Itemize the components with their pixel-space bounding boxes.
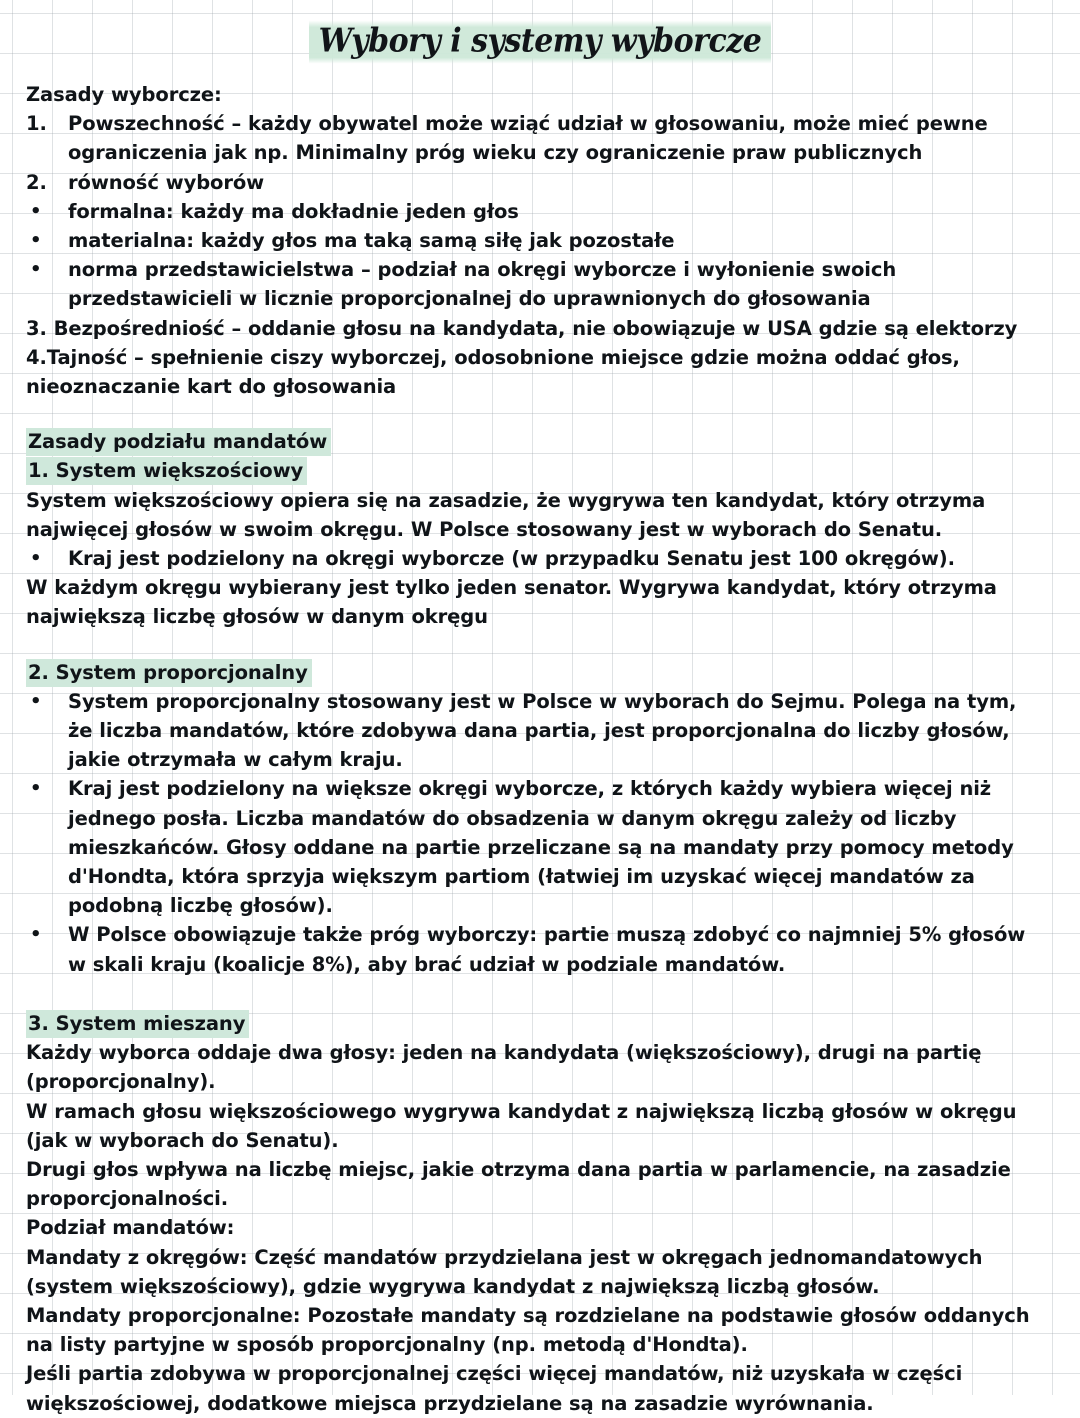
text-line: proporcjonalności. [26, 1187, 229, 1211]
list-item [26, 544, 1038, 573]
subsystem-heading-row [26, 1009, 1038, 1038]
mixed-body [26, 1243, 1038, 1301]
text-line: większościowy), gdzie wygrywa kandydat z największą liczbą głosów. [119, 1274, 880, 1298]
text-line: System większościowy opiera się na zasadzie, że wygrywa ten kandydat, który otrzyma najwięcej [26, 488, 986, 541]
list-marker: 2. [26, 170, 47, 194]
list-item-text [68, 255, 1038, 313]
title-container [0, 0, 1080, 80]
text-line: Mandaty proporcjonalne: Pozostałe mandaty są rozdzielane na podstawie głosów oddanych na listy [26, 1303, 1030, 1357]
subsystem-heading-row [26, 658, 1038, 687]
text-line: System proporcjonalny stosowany jest w Polsce w wyborach do Sejmu. Polega na tym, że [68, 689, 1017, 743]
list-item-text: równość wyborów [68, 170, 265, 194]
text-line: otrzymała w całym kraju. [127, 748, 403, 772]
bullet-marker: • [30, 924, 42, 946]
bullet-marker: • [30, 690, 42, 712]
list-item [26, 168, 1038, 197]
text-line: W Polsce obowiązuje także próg wyborczy: partie muszą zdobyć co najmniej 5% głosów w skali [68, 923, 1026, 976]
bullet-marker: • [30, 548, 42, 570]
list-item-text [68, 109, 1038, 167]
list-item-text: Kraj jest podzielony na okręgi wyborcze (w przypadku Senatu jest 100 okręgów). [68, 547, 955, 571]
text-line: Kraj jest podzielony na większe okręgi wyborcze, z których każdy wybiera więcej niż jednego [68, 777, 992, 830]
list-item [26, 197, 1038, 226]
principles-heading: Zasady wyborcze: [26, 83, 222, 106]
list-item [26, 687, 1038, 775]
mixed-body [26, 1038, 1038, 1096]
text-line: partyjne w sposób proporcjonalny (np. metodą d'Hondta). [113, 1333, 748, 1357]
text-line: nieoznaczanie kart do głosowania [26, 375, 397, 399]
list-item-text [68, 687, 1038, 775]
text-line: wyborach do Senatu). [99, 1128, 339, 1152]
mixed-subheading: Podział mandatów: [26, 1216, 235, 1240]
subsystem-heading-proportional: 2. System proporcjonalny [26, 659, 312, 687]
text-line: licznie proporcjonalnej do uprawnionych do głosowania [263, 287, 871, 311]
list-item-text: materialna: każdy głos ma taką samą siłę jak pozostałe [68, 229, 675, 253]
text-line: Mandaty z okręgów: Część mandatów przydzielana jest w okręgach jednomandatowych (system [26, 1245, 983, 1298]
text-line: (proporcjonalny). [26, 1070, 216, 1094]
list-item [26, 226, 1038, 255]
bullet-marker: • [30, 230, 42, 252]
subsystem-heading-mixed: 3. System mieszany [26, 1010, 249, 1038]
mixed-body [26, 1301, 1038, 1359]
mixed-body [26, 1359, 1038, 1417]
text-line: Wygrywa kandydat, który otrzyma największą liczbę głosów w danym okręgu [26, 576, 997, 629]
section-spacer [26, 979, 1050, 1009]
text-line: kraju (koalicje 8%), aby brać udział w podziale mandatów. [150, 952, 786, 976]
text-line: Każdy wyborca oddaje dwa głosy: jeden na kandydata (większościowy), drugi na partię [26, 1041, 982, 1065]
list-item [26, 774, 1038, 920]
text-line: norma przedstawicielstwa – podział na okręgi wyborcze i wyłonienie swoich przedstawicieli w [68, 258, 897, 311]
text-line: posła. Liczba mandatów do obsadzenia w danym okręgu zależy od liczby mieszkańców. Głosy [68, 806, 957, 859]
section-spacer [26, 632, 1050, 658]
bullet-marker: • [30, 200, 42, 222]
notes-body [0, 80, 1080, 1418]
list-item-text [68, 774, 1038, 920]
text-line: głosów w swoim okręgu. W Polsce stosowany jest w wyborach do Senatu. [135, 517, 943, 541]
text-line: W ramach głosu większościowego wygrywa kandydat z największą liczbą głosów w okręgu (jak w [26, 1099, 1017, 1152]
majority-intro [26, 486, 1038, 544]
subsystem-heading-row [26, 456, 1038, 485]
mandates-heading: Zasady podziału mandatów [26, 428, 331, 456]
section-spacer [26, 401, 1050, 427]
principle-line-4 [26, 343, 1038, 401]
mixed-body [26, 1155, 1038, 1213]
text-line: ograniczenia jak np. Minimalny próg wieku czy ograniczenie praw publicznych [68, 141, 923, 165]
text-line: większym partiom (łatwiej im uzyskać więcej mandatów za podobną liczbę głosów). [68, 865, 975, 918]
text-line: W każdym okręgu wybierany jest tylko jeden senator. [26, 576, 613, 600]
list-marker: 1. [26, 112, 47, 136]
text-line: większościowej, dodatkowe miejsca przydzielane są na zasadzie wyrównania. [26, 1391, 874, 1415]
list-item [26, 920, 1038, 978]
bullet-marker: • [30, 259, 42, 281]
majority-outro [26, 573, 1038, 631]
list-item-text: formalna: każdy ma dokładnie jeden głos [68, 199, 519, 223]
principle-line-3: 3. Bezpośredniość – oddanie głosu na kandydata, nie obowiązuje w USA gdzie są elektorzy [26, 316, 1018, 340]
text-line: Drugi głos wpływa na liczbę miejsc, jakie otrzyma dana partia w parlamencie, na zasadzie [26, 1157, 1011, 1181]
subsystem-heading-majority: 1. System większościowy [26, 457, 307, 485]
mandates-heading-row [26, 427, 1038, 456]
bullet-marker: • [30, 778, 42, 800]
mixed-body [26, 1097, 1038, 1155]
text-line: Powszechność – każdy obywatel może wziąć udział w głosowaniu, może mieć pewne [68, 112, 988, 136]
list-item [26, 109, 1038, 167]
page-title: Wybory i systemy wyborcze [309, 20, 772, 63]
text-line: 4.Tajność – spełnienie ciszy wyborczej, odosobnione miejsce gdzie można oddać głos, [26, 345, 960, 369]
text-line: Jeśli partia zdobywa w proporcjonalnej części więcej mandatów, niż uzyskała w części [26, 1362, 963, 1386]
list-item-text [68, 920, 1038, 978]
text-line: oddane na partie przeliczane są na mandaty przy pomocy metody d'Hondta, która sprzyja [68, 835, 1014, 889]
text-line: liczba mandatów, które zdobywa dana partia, jest proporcjonalna do liczby głosów, jakie [68, 719, 1010, 772]
list-item [26, 255, 1038, 313]
